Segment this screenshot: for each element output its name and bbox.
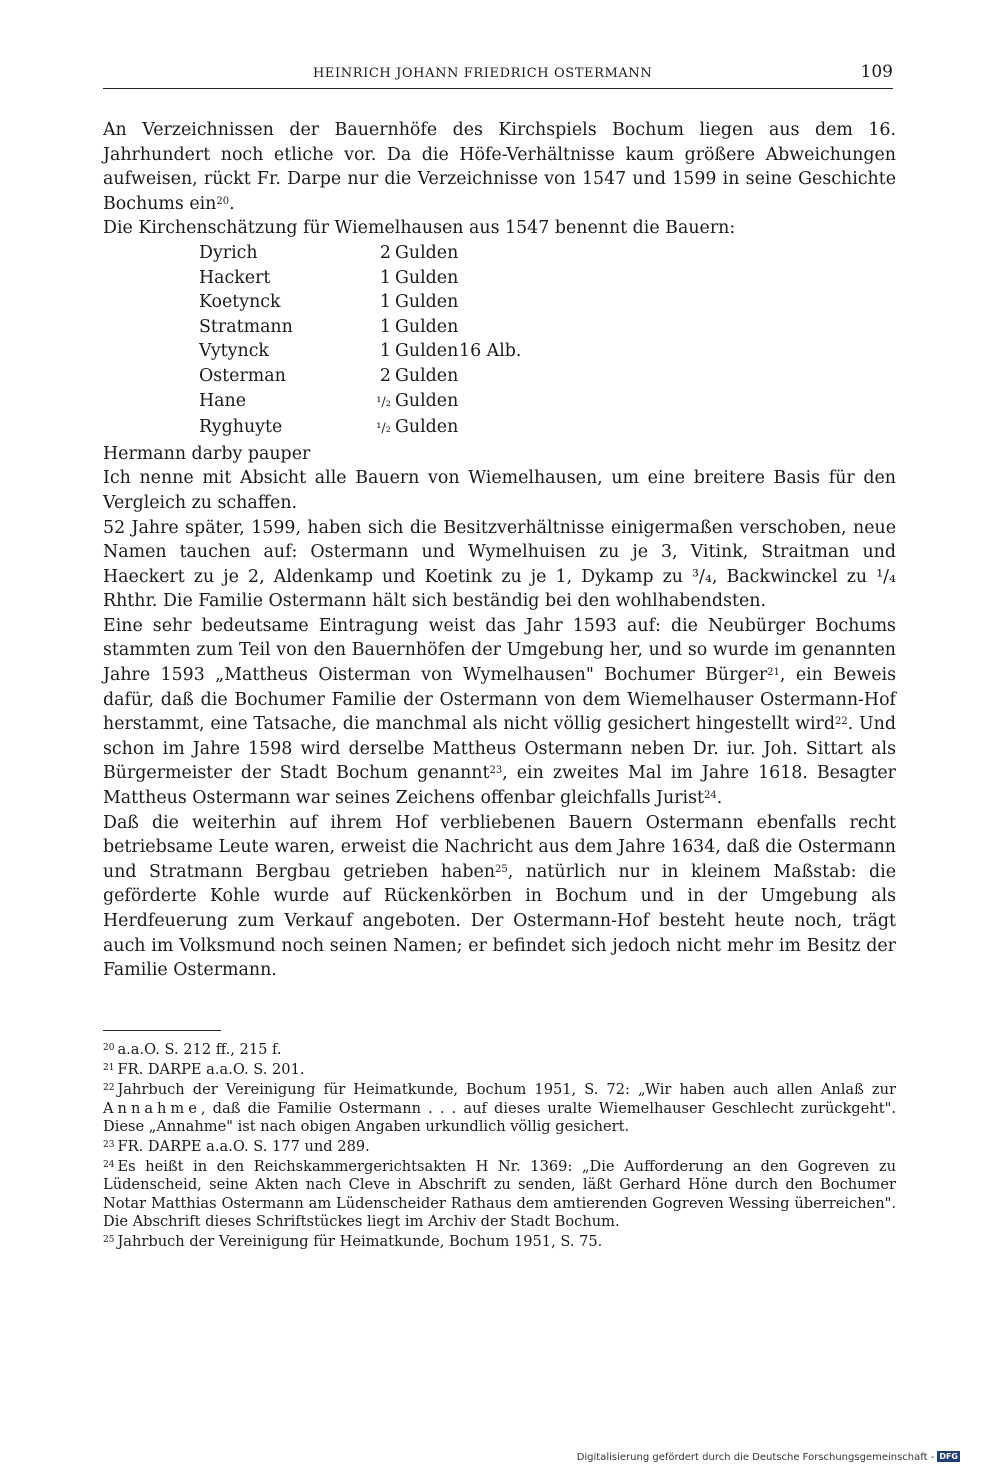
paragraph: 52 Jahre später, 1599, haben sich die Besitzverhältnisse einigermaßen verschoben, neue Namen tauchen auf: Ostermann und Wymelhuisen zu je 3, Vitink, Straitman und Haeckert zu je 2, Aldenkamp und Koetink zu je 1, Dykamp zu ³/₄, Backwinckel zu ¹/₄ Rhthr. Die Familie Ostermann hält sich beständig bei den wohlhabendsten. bbox=[103, 517, 896, 612]
farm-amount: 1 Gulden bbox=[379, 316, 459, 337]
farm-amount: 1 Gulden bbox=[379, 341, 459, 362]
farm-extra: 16 Alb. bbox=[459, 341, 522, 362]
farm-extra bbox=[459, 290, 521, 315]
footnote: $^{25}$ Jahrbuch der Vereinigung für Heimatkunde, Bochum 1951, S. 75. bbox=[103, 1233, 603, 1251]
table-row bbox=[199, 266, 521, 291]
farm-name: Hackert bbox=[199, 267, 271, 288]
footnote: $^{22}$ Jahrbuch der Vereinigung für Heimatkunde, Bochum 1951, S. 72: „Wir haben auch allen Anlaß zur Annahme, daß die Familie Ostermann . . . auf dieses uralte Wiemelhauser Geschlecht zurückgeht". Diese „Annahme" ist nach obigen Angaben urkundlich völlig gesichert. bbox=[103, 1081, 896, 1135]
farm-extra bbox=[459, 241, 521, 266]
running-title: HEINRICH JOHANN FRIEDRICH OSTERMANN bbox=[313, 66, 653, 81]
footnote-ref: 23 bbox=[489, 765, 503, 777]
paragraph: Eine sehr bedeutsame Eintragung weist das Jahr 1593 auf: die Neubürger Bochums stammten zum Teil von den Bauernhöfen der Umgebung her, und so wurde im genannten Jahre 1593 „Mattheus Oisterman von Wymelhausen" Bochumer Bürger$^{21}$, ein Beweis dafür, daß die Bochumer Familie der Ostermann von dem Wiemelhauser Ostermann-Hof herstammt, eine Tatsache, die manchmal als nicht völlig gesichert hingestellt wird$^{22}$. Und schon im Jahre 1598 wird derselbe Mattheus Ostermann neben Dr. iur. Joh. Sittart als Bürgermeister der Stadt Bochum genannt$^{23}$, ein zweites Mal im Jahre 1618. Besagter Mattheus Ostermann war seines Zeichens offenbar gleichfalls Jurist$^{24}$. bbox=[103, 615, 897, 809]
farm-name: Vytynck bbox=[199, 341, 269, 362]
footnote: $^{21}$ FR. DARPE a.a.O. S. 201. bbox=[103, 1061, 305, 1079]
footnote-ref: 25 bbox=[495, 863, 508, 875]
footnote-ref: 24 bbox=[704, 790, 717, 802]
table-row bbox=[199, 290, 521, 315]
farm-extra bbox=[459, 315, 521, 340]
table-row bbox=[199, 415, 521, 442]
farm-extra bbox=[459, 364, 521, 389]
farm-name: Stratmann bbox=[199, 316, 293, 337]
digitization-credit: Digitalisierung gefördert durch die Deutsche Forschungsgemeinschaft - DFG bbox=[576, 1452, 958, 1463]
farm-table bbox=[199, 241, 521, 442]
farm-name: Osterman bbox=[199, 365, 286, 386]
footnote: $^{20}$ a.a.O. S. 212 ff., 215 f. bbox=[103, 1041, 282, 1058]
footnotes bbox=[103, 1039, 896, 1251]
farm-amount: ¹/₂ Gulden bbox=[376, 417, 459, 438]
paragraph: Die Kirchenschätzung für Wiemelhausen aus 1547 benennt die Bauern: bbox=[103, 218, 736, 239]
footnote-ref: 20 bbox=[216, 195, 230, 207]
table-row bbox=[199, 389, 521, 416]
farm-extra bbox=[459, 389, 521, 416]
pauper-line: Hermann darby pauper bbox=[103, 443, 311, 464]
paragraph: An Verzeichnissen der Bauernhöfe des Kirchspiels Bochum liegen aus dem 16. Jahrhundert noch etliche vor. Da die Höfe-Verhältnisse kaum größere Abweichungen aufweisen, rückt Fr. Darpe nur die Verzeichnisse von 1547 und 1599 in seine Geschichte Bochums ein$^{20}$. bbox=[103, 120, 896, 214]
paragraph: Ich nenne mit Absicht alle Bauern von Wiemelhausen, um eine breitere Basis für den Vergleich zu schaffen. bbox=[103, 468, 896, 513]
farm-amount: 1 Gulden bbox=[379, 292, 459, 313]
table-row bbox=[199, 339, 521, 364]
table-row bbox=[199, 241, 521, 266]
farm-name: Hane bbox=[199, 390, 247, 411]
table-row bbox=[199, 364, 521, 389]
paragraph: Daß die weiterhin auf ihrem Hof verbliebenen Bauern Ostermann ebenfalls recht betriebsame Leute waren, erweist die Nachricht aus dem Jahre 1634, daß die Ostermann und Stratmann Bergbau getrieben haben$^{25}$, natürlich nur in kleinem Maßstab: die geförderte Kohle wurde auf Rückenkörben in Bochum und in der Umgebung als Herdfeuerung zum Verkauf angeboten. Der Ostermann-Hof besteht heute noch, trägt auch im Volksmund noch seinen Namen; er befindet sich jedoch nicht mehr im Besitz der Familie Ostermann. bbox=[103, 812, 896, 981]
farm-amount: 2 Gulden bbox=[379, 242, 459, 263]
farm-amount: 2 Gulden bbox=[379, 365, 459, 386]
table-row bbox=[199, 315, 521, 340]
dfg-logo: DFG bbox=[939, 1452, 958, 1461]
farm-name: Ryghuyte bbox=[199, 417, 283, 438]
footnote-ref: 21 bbox=[767, 667, 780, 679]
footnote: $^{24}$ Es heißt in den Reichskammergerichtsakten H Nr. 1369: „Die Aufforderung an den Gogreven zu Lüdenscheid, seine Akten nach Cleve in Abschrift zu senden, läßt Gerhard Höne durch den Bochumer Notar Matthias Ostermann am Lüdenscheider Rathaus dem amtierenden Gogreven Wessing überreichen". Die Abschrift dieses Schriftstückes liegt im Archiv der Stadt Bochum. bbox=[103, 1158, 896, 1230]
footnote-ref: 22 bbox=[835, 716, 848, 728]
farm-amount: ¹/₂ Gulden bbox=[376, 390, 459, 411]
body-text bbox=[103, 118, 896, 983]
footnote: $^{23}$ FR. DARPE a.a.O. S. 177 und 289. bbox=[103, 1138, 370, 1156]
farm-name: Koetynck bbox=[199, 292, 281, 313]
farm-amount: 1 Gulden bbox=[379, 267, 459, 288]
farm-name: Dyrich bbox=[199, 242, 258, 263]
farm-extra bbox=[459, 266, 521, 291]
farm-extra bbox=[459, 415, 521, 442]
page-number: 109 bbox=[860, 62, 893, 82]
page-header bbox=[103, 62, 893, 89]
footnote-separator bbox=[103, 1030, 221, 1031]
